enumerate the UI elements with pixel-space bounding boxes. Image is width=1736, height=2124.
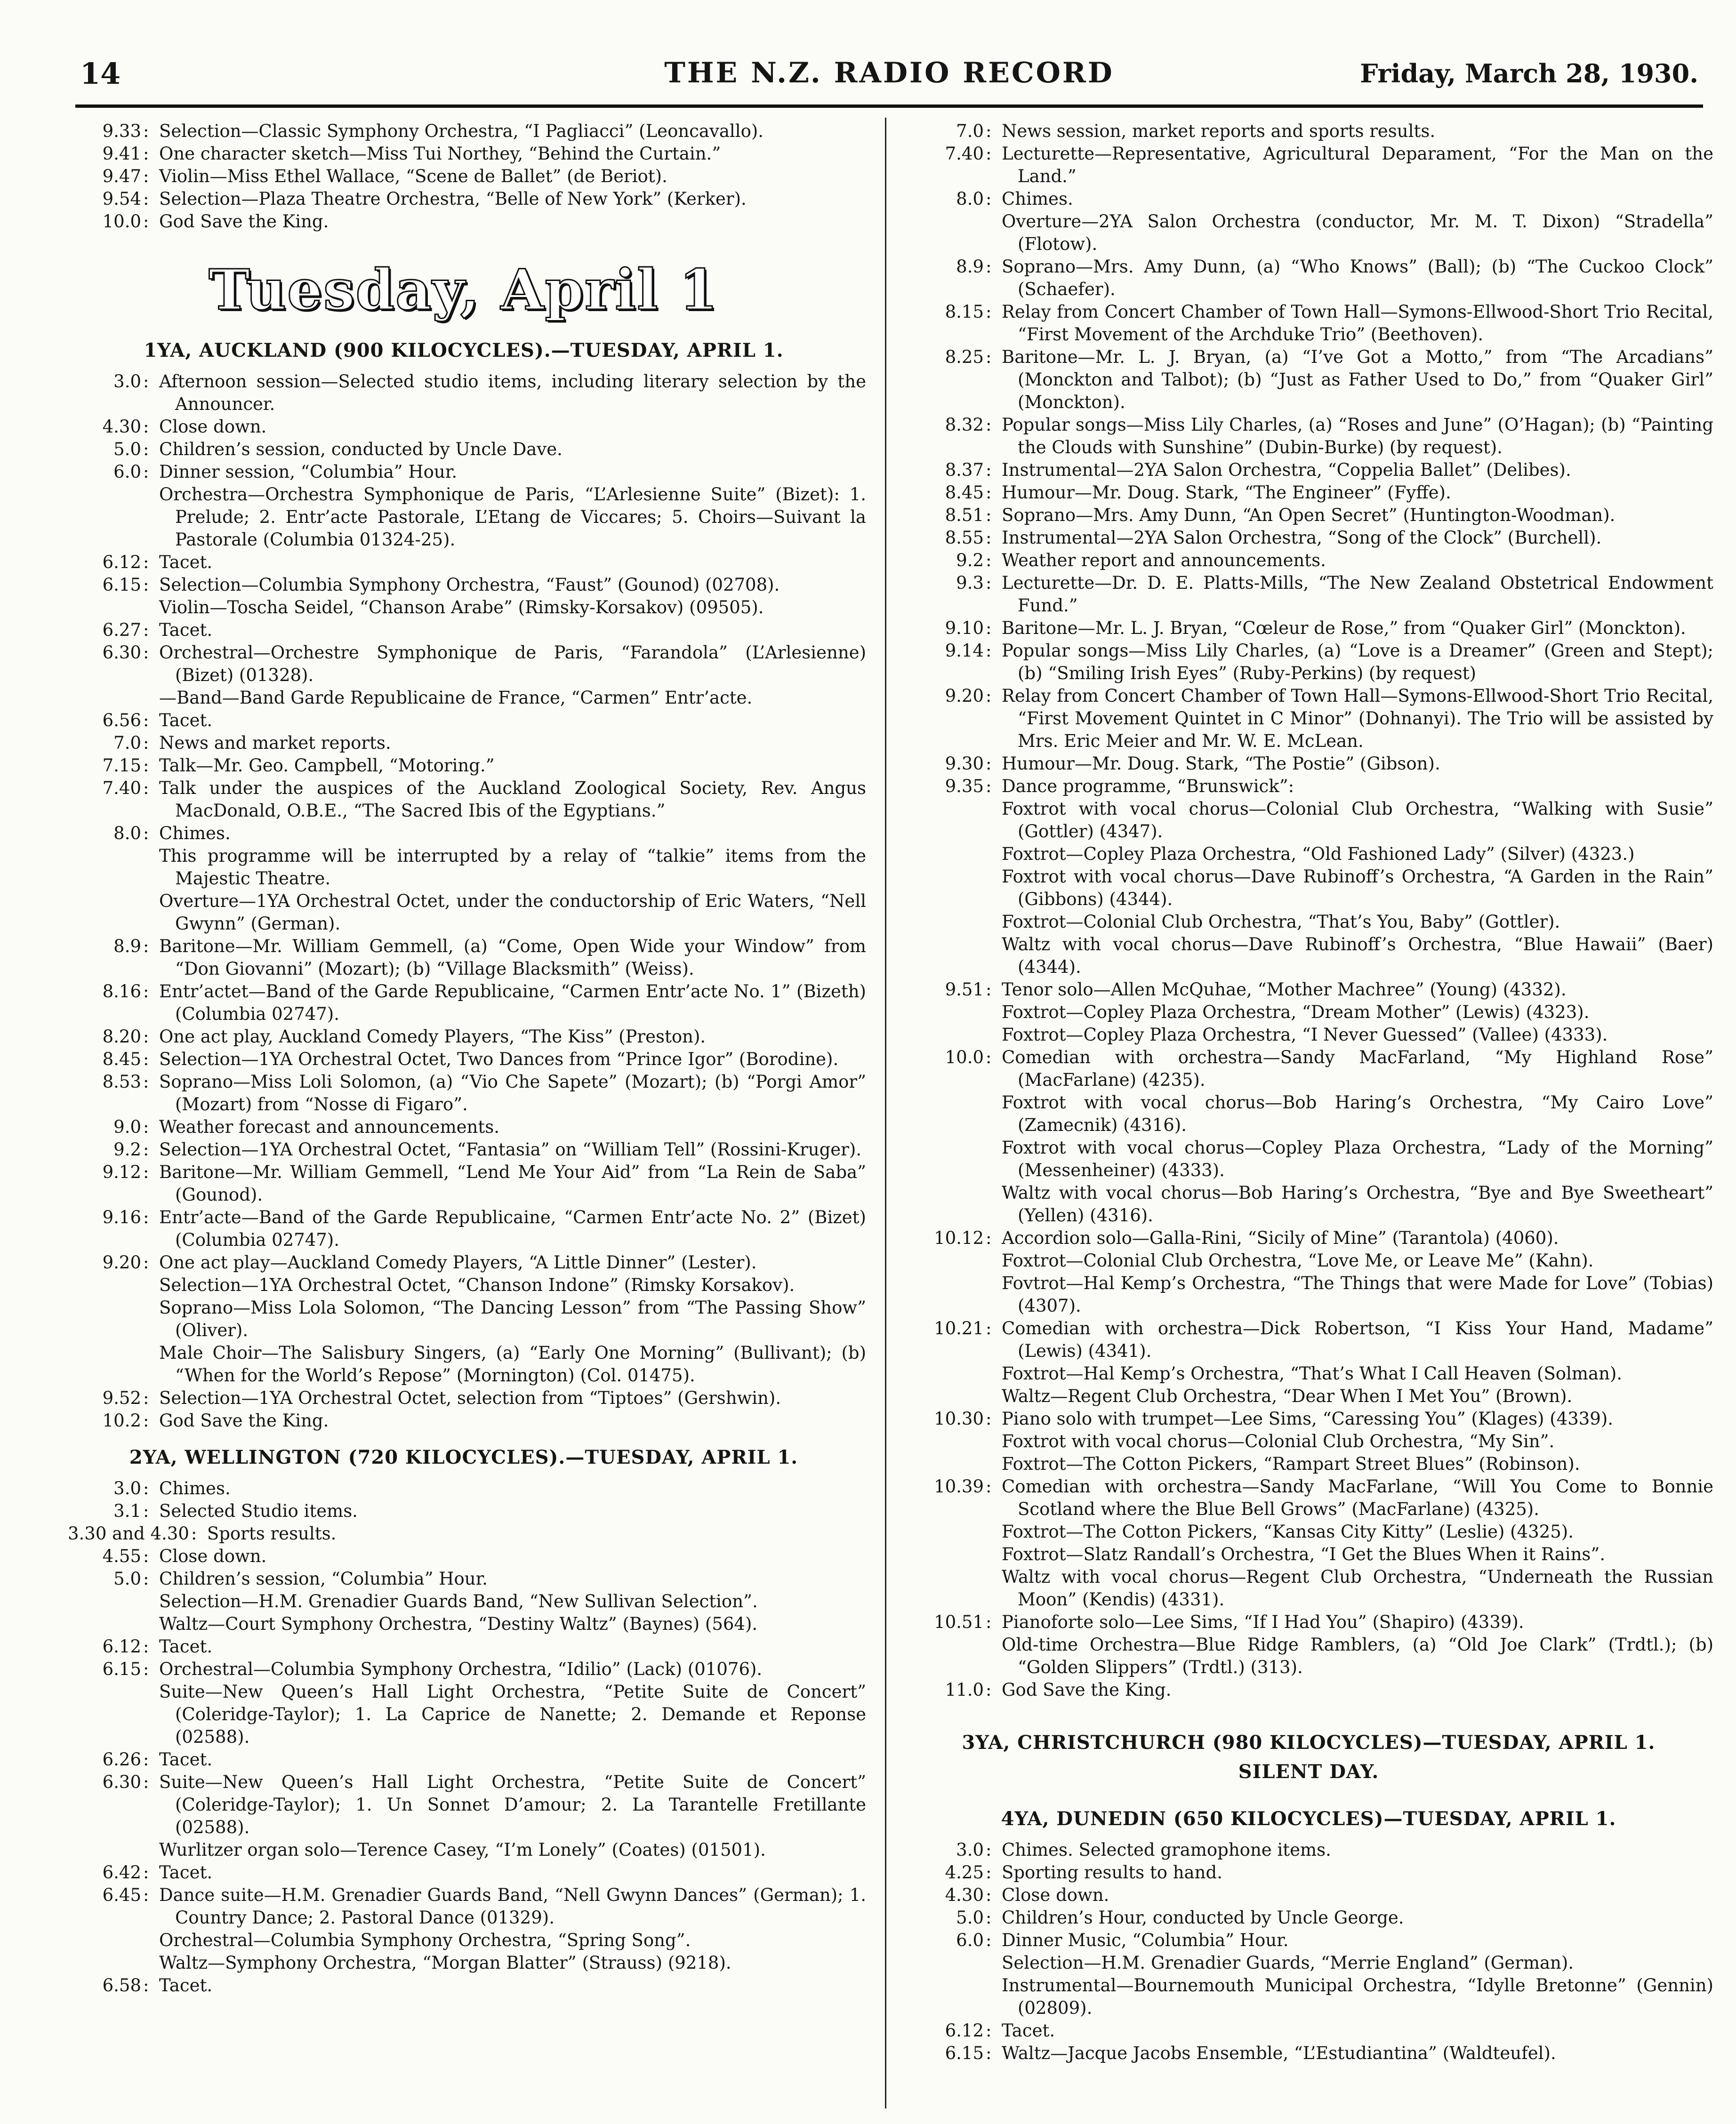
list-subitem: Waltz with vocal chorus—Dave Rubinoff’s Orchestra, “Blue Hawaii” (Baer) (4344).	[1002, 934, 1713, 977]
list-item: 9.54 : Selection—Plaza Theatre Orchestra, “Belle of New York” (Kerker).	[102, 189, 747, 209]
list-item: 9.3 : Lecturette—Dr. D. E. Platts-Mills, “The New Zealand Obstetrical Endowment Fund.”	[956, 573, 1713, 616]
list-subitem: Suite—New Queen’s Hall Light Orchestra, “Petite Suite de Concert” (Coleridge-Taylor); 1. La Caprice de Nanette; 2. Demande et Reponse (02588).	[159, 1682, 866, 1747]
masthead: THE N.Z. RADIO RECORD	[664, 56, 1114, 89]
list-item: 6.58 : Tacet.	[102, 1975, 213, 1996]
list-item: 10.21 : Comedian with orchestra—Dick Robertson, “I Kiss Your Hand, Madame” (Lewis) (4341).	[934, 1318, 1713, 1361]
list-item: 8.25 : Baritone—Mr. L. J. Bryan, (a) “I’ve Got a Motto,” from “The Arcadians” (Monckton and Talbot); (b) “Just as Father Used to Do,” from “Quaker Girl” (Monckton).	[945, 347, 1713, 412]
list-item: 6.0 : Dinner Music, “Columbia” Hour.	[956, 1930, 1289, 1950]
list-item: 9.0 : Weather forecast and announcements.	[113, 1117, 499, 1137]
list-item: 6.15 : Waltz—Jacque Jacobs Ensemble, “L’Estudiantina” (Waldteufel).	[945, 2043, 1556, 2063]
column-divider	[885, 118, 886, 2108]
list-item: 7.40 : Talk under the auspices of the Auckland Zoological Society, Rev. Angus MacDonald, O.B.E., “The Sacred Ibis of the Egyptians.”	[102, 778, 866, 821]
list-item: 8.0 : Chimes.	[113, 823, 231, 843]
list-subitem: Selection—H.M. Grenadier Guards, “Merrie England” (German).	[1002, 1953, 1574, 1973]
list-item: 8.16 : Entr’actet—Band of the Garde Republicaine, “Carmen Entr’acte No. 1” (Bizeth) (Columbia 02747).	[102, 981, 866, 1024]
list-item: 10.51 : Pianoforte solo—Lee Sims, “If I Had You” (Shapiro) (4339).	[934, 1612, 1524, 1632]
list-item: 8.51 : Soprano—Mrs. Amy Dunn, “An Open Secret” (Huntington-Woodman).	[945, 505, 1615, 525]
list-item: 3.30 and 4.30 : Sports results.	[68, 1523, 337, 1544]
list-item: 9.41 : One character sketch—Miss Tui Northey, “Behind the Curtain.”	[102, 144, 721, 164]
list-subitem: Waltz with vocal chorus—Regent Club Orchestra, “Underneath the Russian Moon” (Kendis) (4331).	[1002, 1567, 1713, 1610]
list-item: 10.12 : Accordion solo—Galla-Rini, “Sicily of Mine” (Tarantola) (4060).	[934, 1228, 1559, 1248]
list-item: 9.10 : Baritone—Mr. L. J. Bryan, “Cœleur de Rose,” from “Quaker Girl” (Monckton).	[945, 618, 1686, 638]
list-subitem: Waltz with vocal chorus—Bob Haring’s Orchestra, “Bye and Bye Sweetheart” (Yellen) (4316).	[1002, 1183, 1713, 1226]
list-subitem: Foxtrot—Hal Kemp’s Orchestra, “That’s What I Call Heaven (Solman).	[1002, 1363, 1623, 1384]
list-subitem: Waltz—Symphony Orchestra, “Morgan Blatter” (Strauss) (9218).	[159, 1953, 731, 1973]
list-item: 4.25 : Sporting results to hand.	[945, 1862, 1222, 1883]
list-item: 8.15 : Relay from Concert Chamber of Town Hall—Symons-Ellwood-Short Trio Recital, “First Movement of the Archduke Trio” (Beethoven).	[945, 302, 1713, 345]
list-subitem: Orchestra—Orchestra Symphonique de Paris, “L’Arlesienne Suite” (Bizet): 1. Prelude; 2. Entr’acte Pastorale, L’Etang de Viccares; 5. Choirs—Suivant la Pastorale (Columbia 01324-25).	[159, 484, 866, 550]
list-subitem: Foxtrot—Copley Plaza Orchestra, “Old Fashioned Lady” (Silver) (4323.)	[1002, 844, 1635, 864]
station-heading-auckland: 1YA, AUCKLAND (900 KILOCYCLES).—TUESDAY, APRIL 1.	[144, 339, 784, 361]
list-item: 6.42 : Tacet.	[102, 1862, 213, 1883]
list-item: 7.40 : Lecturette—Representative, Agricultural Deparament, “For the Man on the Land.”	[945, 144, 1713, 186]
list-item: 6.12 : Tacet.	[102, 1636, 213, 1657]
list-item: 4.55 : Close down.	[102, 1546, 267, 1566]
list-subitem: —Band—Band Garde Republicaine de France, “Carmen” Entr’acte.	[159, 688, 753, 708]
list-subitem: Foxtrot—Copley Plaza Orchestra, “Dream Mother” (Lewis) (4323).	[1002, 1002, 1590, 1022]
list-item: 9.52 : Selection—1YA Orchestral Octet, selection from “Tiptoes” (Gershwin).	[102, 1388, 781, 1408]
list-subitem: Foxtrot with vocal chorus—Colonial Club Orchestra, “My Sin”.	[1002, 1431, 1555, 1451]
list-item: 3.1 : Selected Studio items.	[113, 1501, 358, 1521]
list-subitem: Foxtrot—The Cotton Pickers, “Kansas City Kitty” (Leslie) (4325).	[1002, 1522, 1574, 1542]
list-subitem: Orchestral—Columbia Symphony Orchestra, “Spring Song”.	[159, 1930, 691, 1950]
page-header	[80, 56, 1698, 108]
list-item: 6.45 : Dance suite—H.M. Grenadier Guards Band, “Nell Gwynn Dances” (German); 1. Country Dance; 2. Pastoral Dance (01329).	[102, 1885, 866, 1928]
list-subitem: Selection—H.M. Grenadier Guards Band, “New Sullivan Selection”.	[159, 1591, 758, 1611]
list-subitem: Soprano—Miss Lola Solomon, “The Dancing Lesson” from “The Passing Show” (Oliver).	[159, 1298, 866, 1340]
list-subitem: Selection—1YA Orchestral Octet, “Chanson Indone” (Rimsky Korsakov).	[159, 1275, 795, 1295]
day-title: Tuesday, April 1	[209, 257, 719, 322]
list-item: 5.0 : Children’s session, “Columbia” Hour.	[113, 1569, 488, 1589]
list-item: 9.2 : Selection—1YA Orchestral Octet, “Fantasia” on “William Tell” (Rossini-Kruger).	[113, 1139, 862, 1160]
list-item: 6.30 : Orchestral—Orchestre Symphonique de Paris, “Farandola” (L’Arlesienne) (Bizet) (01328).	[102, 642, 866, 685]
list-item: 10.30 : Piano solo with trumpet—Lee Sims, “Caressing You” (Klages) (4339).	[934, 1409, 1614, 1429]
list-item: 5.0 : Children’s Hour, conducted by Uncle George.	[956, 1908, 1404, 1928]
station-heading-wellington: 2YA, WELLINGTON (720 KILOCYCLES).—TUESDAY, APRIL 1.	[129, 1446, 798, 1468]
list-item: 8.9 : Soprano—Mrs. Amy Dunn, (a) “Who Knows” (Ball); (b) “The Cuckoo Clock” (Schaefer).	[956, 256, 1713, 299]
list-item: 6.30 : Suite—New Queen’s Hall Light Orchestra, “Petite Suite de Concert” (Coleridge-Taylor); 1. Un Sonnet D’amour; 2. La Tarantelle Fretillante (02588).	[102, 1772, 866, 1837]
list-item: 9.16 : Entr’acte—Band of the Garde Republicaine, “Carmen Entr’acte No. 2” (Bizet) (Columbia 02747).	[102, 1207, 866, 1250]
left-column	[61, 120, 866, 1997]
list-item: 6.0 : Dinner session, “Columbia” Hour.	[113, 462, 458, 482]
list-subitem: Foxtrot—Colonial Club Orchestra, “That’s You, Baby” (Gottler).	[1002, 912, 1560, 932]
list-subitem: Male Choir—The Salisbury Singers, (a) “Early One Morning” (Bullivant); (b) “When for the World’s Repose” (Mornington) (Col. 01475).	[159, 1343, 866, 1386]
list-item: 9.51 : Tenor solo—Allen McQuhae, “Mother Machree” (Young) (4332).	[945, 979, 1567, 1000]
list-item: 9.30 : Humour—Mr. Doug. Stark, “The Postie” (Gibson).	[945, 753, 1440, 774]
list-item: 7.0 : News and market reports.	[113, 733, 391, 753]
list-item: 8.45 : Humour—Mr. Doug. Stark, “The Engineer” (Fyffe).	[945, 482, 1451, 503]
header-rule	[75, 104, 1703, 108]
list-item: 7.0 : News session, market reports and sports results.	[956, 121, 1436, 141]
list-item: 11.0 : God Save the King.	[945, 1680, 1172, 1700]
issue-date: Friday, March 28, 1930.	[1360, 58, 1698, 88]
list-item: 3.0 : Afternoon session—Selected studio items, including literary selection by the Announcer.	[113, 371, 866, 414]
station-heading-dunedin: 4YA, DUNEDIN (650 KILOCYCLES)—TUESDAY, APRIL 1.	[1001, 1808, 1616, 1830]
list-subitem: Foxtrot—Slatz Randall’s Orchestra, “I Get the Blues When it Rains”.	[1002, 1544, 1606, 1564]
list-item: 8.55 : Instrumental—2YA Salon Orchestra, “Song of the Clock” (Burchell).	[945, 528, 1602, 548]
list-item: 8.45 : Selection—1YA Orchestral Octet, Two Dances from “Prince Igor” (Borodine).	[102, 1049, 839, 1069]
list-item: 6.15 : Orchestral—Columbia Symphony Orchestra, “Idilio” (Lack) (01076).	[102, 1659, 763, 1679]
list-item: 9.47 : Violin—Miss Ethel Wallace, “Scene de Ballet” (de Beriot).	[102, 166, 667, 186]
list-item: 10.2 : God Save the King.	[102, 1411, 329, 1431]
list-item: 5.0 : Children’s session, conducted by Uncle Dave.	[113, 439, 563, 459]
list-item: 9.2 : Weather report and announcements.	[956, 550, 1326, 570]
list-subitem: This programme will be interrupted by a relay of “talkie” items from the Majestic Theatre.	[159, 846, 866, 889]
list-item: 9.35 : Dance programme, “Brunswick”:	[945, 776, 1294, 796]
list-item: 6.56 : Tacet.	[102, 710, 213, 730]
list-item: 8.37 : Instrumental—2YA Salon Orchestra, “Coppelia Ballet” (Delibes).	[945, 460, 1571, 480]
list-item: 7.15 : Talk—Mr. Geo. Campbell, “Motoring.”	[102, 755, 495, 776]
list-subitem: Instrumental—Bournemouth Municipal Orchestra, “Idylle Bretonne” (Gennin) (02809).	[1002, 1975, 1713, 2018]
list-subitem: Foxtrot—Copley Plaza Orchestra, “I Never Guessed” (Vallee) (4333).	[1002, 1025, 1608, 1045]
list-subitem: Foxtrot with vocal chorus—Dave Rubinoff’s Orchestra, “A Garden in the Rain” (Gibbons) (4344).	[1002, 866, 1713, 909]
list-item: 9.12 : Baritone—Mr. William Gemmell, “Lend Me Your Aid” from “La Rein de Saba” (Gounod).	[102, 1162, 866, 1205]
list-item: 4.30 : Close down.	[945, 1885, 1109, 1905]
list-subitem: Foxtrot—The Cotton Pickers, “Rampart Street Blues” (Robinson).	[1002, 1454, 1580, 1474]
right-column	[904, 120, 1713, 2065]
list-subitem: Waltz—Court Symphony Orchestra, “Destiny Waltz” (Baynes) (564).	[159, 1614, 758, 1634]
list-item: 8.9 : Baritone—Mr. William Gemmell, (a) “Come, Open Wide your Window” from “Don Giovanni” (Mozart); (b) “Village Blacksmith” (Weiss).	[113, 936, 866, 979]
list-item: 6.27 : Tacet.	[102, 620, 213, 640]
list-item: 6.12 : Tacet.	[102, 552, 213, 572]
list-subitem: Wurlitzer organ solo—Terence Casey, “I’m Lonely” (Coates) (01501).	[159, 1840, 766, 1860]
list-item: 8.0 : Chimes.	[956, 189, 1073, 209]
silent-day-note: SILENT DAY.	[1238, 1761, 1379, 1783]
list-item: 4.30 : Close down.	[102, 417, 267, 437]
list-item: 8.20 : One act play, Auckland Comedy Players, “The Kiss” (Preston).	[102, 1026, 706, 1047]
list-subitem: Foxtrot with vocal chorus—Colonial Club Orchestra, “Walking with Susie” (Gottler) (4347).	[1002, 799, 1713, 842]
page-number: 14	[80, 56, 121, 91]
list-item: 10.0 : God Save the King.	[102, 211, 329, 232]
station-heading-christchurch: 3YA, CHRISTCHURCH (980 KILOCYCLES)—TUESDAY, APRIL 1.	[962, 1731, 1656, 1754]
list-item: 6.12 : Tacet.	[945, 2020, 1055, 2041]
list-item: 10.0 : Comedian with orchestra—Sandy MacFarland, “My Highland Rose” (MacFarlane) (4235).	[945, 1047, 1713, 1090]
list-subitem: Foxtrot with vocal chorus—Bob Haring’s Orchestra, “My Cairo Love” (Zamecnik) (4316).	[1002, 1092, 1713, 1135]
list-subitem: Overture—1YA Orchestral Octet, under the conductorship of Eric Waters, “Nell Gwynn” (German).	[159, 891, 866, 934]
list-subitem: Old-time Orchestra—Blue Ridge Ramblers, (a) “Old Joe Clark” (Trdtl.); (b) “Golden Slippers” (Trdtl.) (313).	[1002, 1635, 1713, 1677]
list-item: 8.53 : Soprano—Miss Loli Solomon, (a) “Vio Che Sapete” (Mozart); (b) “Porgi Amor” (Mozart) from “Nosse di Figaro”.	[102, 1072, 866, 1114]
list-item: 9.14 : Popular songs—Miss Lily Charles, (a) “Love is a Dreamer” (Green and Stept); (b) “Smiling Irish Eyes” (Ruby-Perkins) (by request)	[945, 641, 1713, 683]
list-subitem: Waltz—Regent Club Orchestra, “Dear When I Met You” (Brown).	[1002, 1386, 1573, 1406]
list-item: 10.39 : Comedian with orchestra—Sandy MacFarlane, “Will You Come to Bonnie Scotland where the Blue Bell Grows” (MacFarlane) (4325).	[934, 1476, 1713, 1519]
list-item: 9.20 : Relay from Concert Chamber of Town Hall—Symons-Ellwood-Short Trio Recital, “First Movement Quintet in C Minor” (Dohnanyi). The Trio will be assisted by Mrs. Eric Meier and Mr. W. E. McLean.	[945, 686, 1713, 751]
list-subitem: Fovtrot—Hal Kemp’s Orchestra, “The Things that were Made for Love” (Tobias) (4307).	[1002, 1273, 1713, 1316]
list-item: 3.0 : Chimes. Selected gramophone items.	[956, 1840, 1331, 1860]
list-item: 6.15 : Selection—Columbia Symphony Orchestra, “Faust” (Gounod) (02708).	[102, 575, 780, 595]
list-item: 3.0 : Chimes.	[113, 1478, 231, 1499]
list-item: 9.33 : Selection—Classic Symphony Orchestra, “I Pagliacci” (Leoncavallo).	[102, 121, 764, 141]
list-item: 6.26 : Tacet.	[102, 1749, 213, 1770]
list-subitem: Overture—2YA Salon Orchestra (conductor, Mr. M. T. Dixon) “Stradella” (Flotow).	[1002, 211, 1713, 254]
list-item: 9.20 : One act play—Auckland Comedy Players, “A Little Dinner” (Lester).	[102, 1252, 757, 1273]
list-subitem: Foxtrot—Colonial Club Orchestra, “Love Me, or Leave Me” (Kahn).	[1002, 1250, 1594, 1271]
list-item: 8.32 : Popular songs—Miss Lily Charles, (a) “Roses and June” (O’Hagan); (b) “Painting the Clouds with Sunshine” (Dubin-Burke) (by request).	[945, 415, 1713, 457]
list-subitem: Foxtrot with vocal chorus—Copley Plaza Orchestra, “Lady of the Morning” (Messenheiner) (4333).	[1002, 1138, 1713, 1180]
list-subitem: Violin—Toscha Seidel, “Chanson Arabe” (Rimsky-Korsakov) (09505).	[159, 597, 764, 617]
